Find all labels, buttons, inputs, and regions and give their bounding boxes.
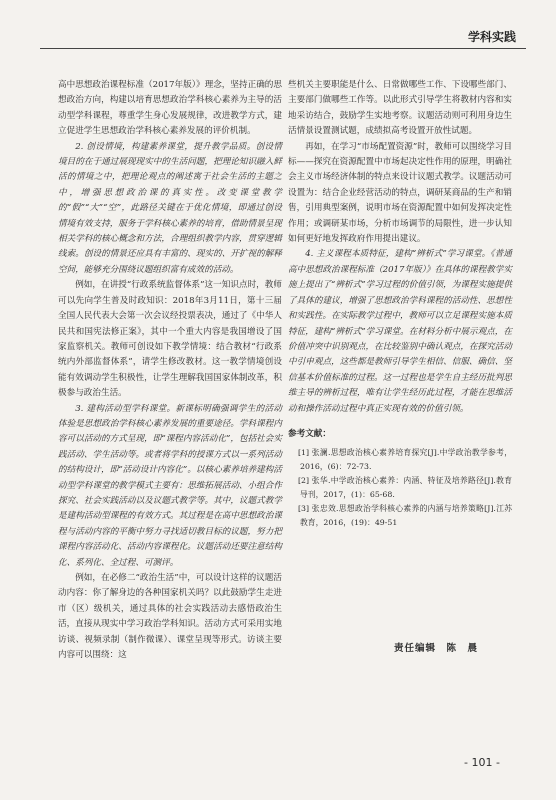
header-rule <box>40 48 526 49</box>
paragraph: 例如，在必修二“政治生活”中，可以设计这样的议题活动内容：你了解身边的各种国家机关吗？以此鼓励学生走进市（区）级机关，通过具体的社会实践活动去感悟政治生活，直接从现实中学习政治学科知识。活动方式可采用实地访谈、视频录制（制作微课）、课堂呈现等形式。访谈主要内容可以围绕：这 <box>58 573 282 661</box>
paragraph: 些机关主要职能是什么、日常做哪些工作、下设哪些部门、主要部门做哪些工作等。以此形式引导学生将教材内容和实地采访结合，鼓励学生实地考察。议题活动则可利用身边生活情景设置测试题，成绩拟高考设置开放性试题。 <box>288 80 512 137</box>
section-paragraph: 2. 创设情境，构建素养课堂，提升教学品质。创设情境目的在于通过展现现实中的生活问题，把理论知识融入鲜活的情境之中，把理论观点的阐述寓于社会生活的主题之中，增强思想政治课的真实性。改变课堂教学的“假”“大”“空”，此路径关键在于优化情境，即通过创设情境有效支持，服务于学科核心素养的培育，借助情景呈现相关学科的核心概念和方法，合理组织教学内容，贯穿逻辑线索。创设的情景还应具有丰富的、现实的、开扩视的解释空间，能够充分围绕议题组织富有成效的活动。 <box>58 141 282 275</box>
section-tag: 学科实践 <box>467 30 516 44</box>
references-heading: 参考文献： <box>288 428 331 439</box>
reference-item: [1] 张澜.思想政治核心素养培育探究[J].中学政治教学参考，2016，(6)：72-73. <box>298 448 512 472</box>
page-number: - 101 - <box>464 756 500 769</box>
responsible-editor: 责任编辑 陈 晨 <box>394 643 479 654</box>
paragraph: 再如，在学习“市场配置资源”时，教师可以围绕学习目标——探究在资源配置中市场起决定性作用的原理，明确社会主义市场经济体制的特点来设计议题式教学。议题活动可设置为：结合企业经营活动的特点，调研某商品的生产和销售，引用典型案例，说明市场在资源配置中如何发挥决定性作用；或调研某市场，分析市场调节的局限性，进一步认知如何更好地发挥政府作用提出建议。 <box>288 141 512 245</box>
section-paragraph: 4. 主义课程本质特征，建构“辨析式”学习课堂。《普通高中思想政治课程标准（2017年版）》在具体的课程教学实施上提出了“辨析式”学习过程的价值引领，为课程实施提供了具体的建议，增强了思想政治学科课程的活动性、思想性和实践性。在实际教学过程中，教师可以立足课程实施本质特征，建构“辨析式”学习课堂。在材料分析中展示观点，在价值冲突中识别观点，在比较鉴别中确认观点，在探究活动中引申观点，这些都是教师引导学生相信、信服、确信、坚信基本价值标准的过程。这一过程也是学生自主经历批判思维主导的辨析过程，唯有让学生经历此过程，才能在思维活动和操作活动过程中真正实现有效的价值引领。 <box>288 249 512 414</box>
reference-item: [3] 张忠效.思想政治学科核心素养的内涵与培养策略[J].江苏教育，2016，(19)：49-51 <box>298 504 512 528</box>
paragraph: 例如，在讲授“行政系统监督体系”这一知识点时，教师可以先向学生普及时政知识：2018年3月11日，第十三届全国人民代表大会第一次会议经投票表决，通过了《中华人民共和国宪法修正案》，其中一个重大内容是我国增设了国家监察机关。教师可创设如下教学情境：结合教材“行政系统内外部监督体系”，请学生修改教材。这一教学情境创设能有效调动学生积极性，让学生理解我国国家体制改革，积极参与政治生活。 <box>58 280 282 399</box>
left-column <box>58 78 282 663</box>
paragraph: 高中思想政治课程标准（2017年版）》理念，坚持正确的思想政治方向，构建以培育思想政治学科核心素养为主导的活动型学科课程，尊重学生身心发展规律，改进教学方式，建立促进学生思想政治学科核心素养发展的评价机制。 <box>58 80 282 137</box>
references-list <box>288 446 512 530</box>
section-paragraph: 3. 建构活动型学科课堂。新课标明确强调学生的活动体验是思想政治学科核心素养发展的重要途径。学科课程内容可以活动的方式呈现，即“课程内容活动化”，包括社会实践活动、学生活动等。或者将学科的授课方式以一系列活动的结构设计，即“活动设计内容化”。以核心素养培养建构活动型学科课堂的教学模式主要有：思维拓展活动、小组合作探究、社会实践活动以及议题式教学等。其中，议题式教学是建构活动型课程的有效方式。其过程是在高中思想政治课程与活动内容的平衡中努力寻找适切教目标的议题，努力把课程内容活动化、活动内容课程化。议题活动还要注意结构化、系列化、全过程、可测评。 <box>58 403 282 568</box>
right-column <box>288 78 512 530</box>
reference-item: [2] 张华.中学政治核心素养：内涵、特征及培养路径[J].教育导刊，2017，(1)：65-68. <box>298 476 512 500</box>
